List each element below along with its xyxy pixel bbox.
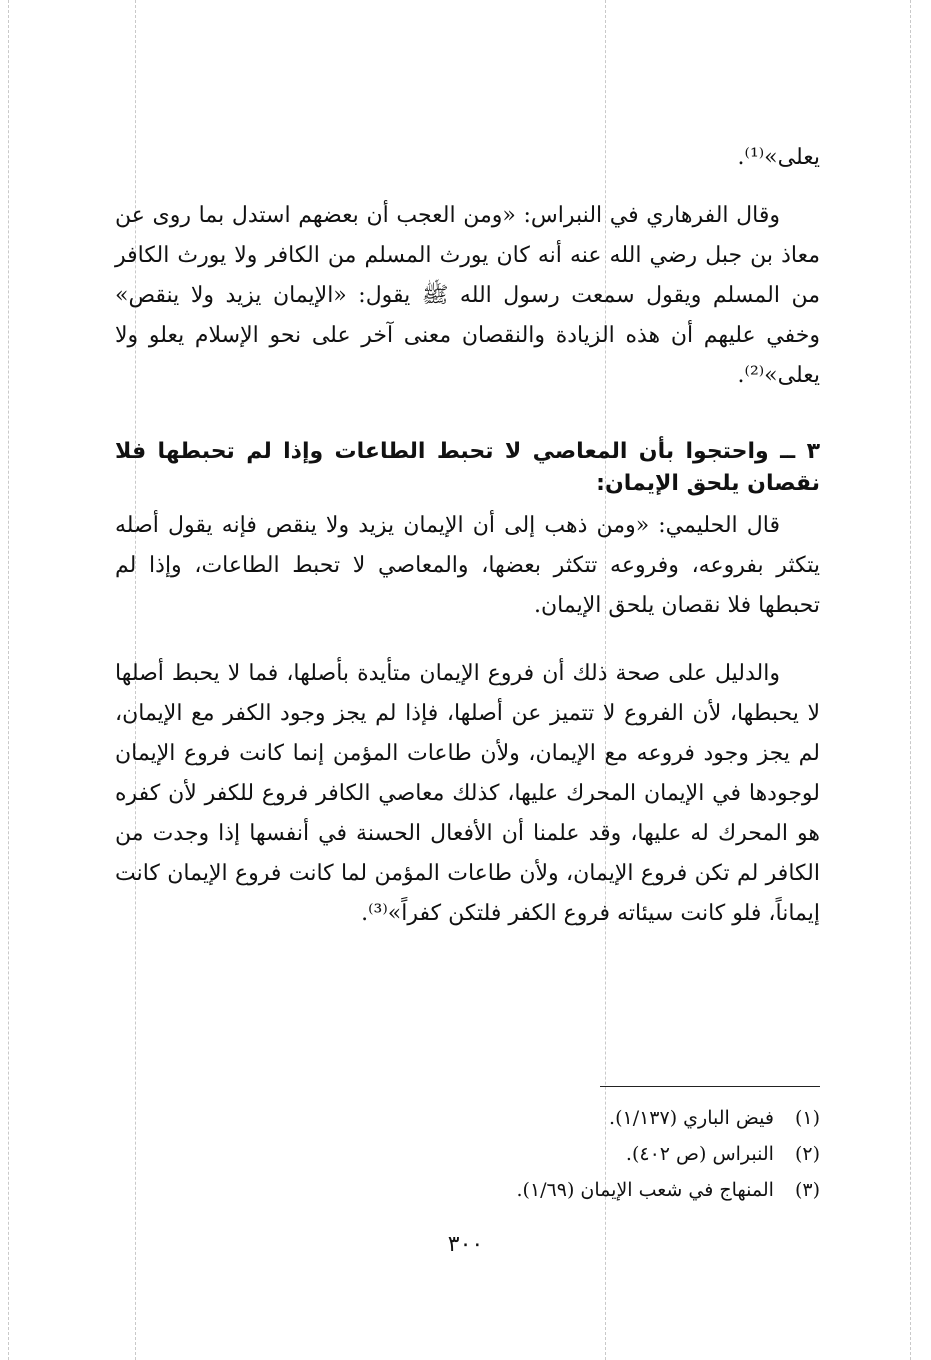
scan-guide-line (8, 0, 9, 1360)
footnote-text: المنهاج في شعب الإيمان (١/٦٩). (516, 1179, 774, 1201)
paragraph-farhari-quote (115, 196, 820, 396)
footnote-number: (٢) (794, 1143, 820, 1165)
footnote-text: فيض الباري (١/١٣٧). (609, 1107, 774, 1129)
footnote-number: (١) (794, 1107, 820, 1129)
footnote-item (400, 1172, 820, 1208)
footnotes (400, 1100, 820, 1208)
footnote-separator (600, 1086, 820, 1087)
footnote-number: (٣) (794, 1179, 820, 1201)
footnote-text: النبراس (ص ٤٠٢). (625, 1143, 774, 1165)
footnote-item (400, 1136, 820, 1172)
page-number: ٣٠٠ (447, 1232, 484, 1257)
paragraph-text: قال الحليمي: «ومن ذهب إلى أن الإيمان يزيد ولا ينقص فإنه يقول أصله يتكثر بفروعه، وفروعه تتكثر بعضها، والمعاصي لا تحبط الطاعات، وإذا لم تحبطها فلا نقصان يلحق الإيمان. (115, 513, 820, 618)
paragraph-halimi-quote (115, 506, 820, 626)
paragraph-continuation (115, 138, 820, 178)
paragraph-text: يعلى»⁽¹⁾. (737, 145, 820, 170)
section-heading (115, 436, 820, 500)
scan-guide-line (910, 0, 911, 1360)
paragraph-text: وقال الفرهاري في النبراس: «ومن العجب أن بعضهم استدل بما روى عن معاذ بن جبل رضي الله عنه أنه كان يورث المسلم من الكافر ولا يورث الكافر من المسلم ويقول سمعت رسول الله ﷺ يقول: «الإيمان يزيد ولا ينقص» وخفي عليهم أن هذه الزيادة والنقصان معنى آخر على نحو الإسلام يعلو ولا يعلى»⁽²⁾. (115, 203, 820, 388)
paragraph-text: والدليل على صحة ذلك أن فروع الإيمان متأيدة بأصلها، فما لا يحبط أصلها لا يحبطها، لأن الفروع لا تتميز عن أصلها، فإذا لم يجز وجود الكفر مع الإيمان، لم يجز وجود فروعه مع الإيمان، ولأن طاعات المؤمن إنما كانت فروع الإيمان لوجودها في الإيمان المحرك عليها، كذلك معاصي الكافر فروع للكفر لأن كفره هو المحرك له عليها، وقد علمنا أن الأفعال الحسنة في أنفسها إذا وجدت من الكافر لم تكن فروع الإيمان، ولأن طاعات المؤمن لما كانت فروع الإيمان كانت إيماناً، فلو كانت سيئاته فروع الكفر فلتكن كفراً»⁽³⁾. (115, 661, 820, 926)
footnote-item (400, 1100, 820, 1136)
paragraph-evidence (115, 654, 820, 934)
heading-text: ٣ ــ واحتجوا بأن المعاصي لا تحبط الطاعات وإذا لم تحبطها فلا نقصان يلحق الإيمان: (115, 439, 820, 496)
